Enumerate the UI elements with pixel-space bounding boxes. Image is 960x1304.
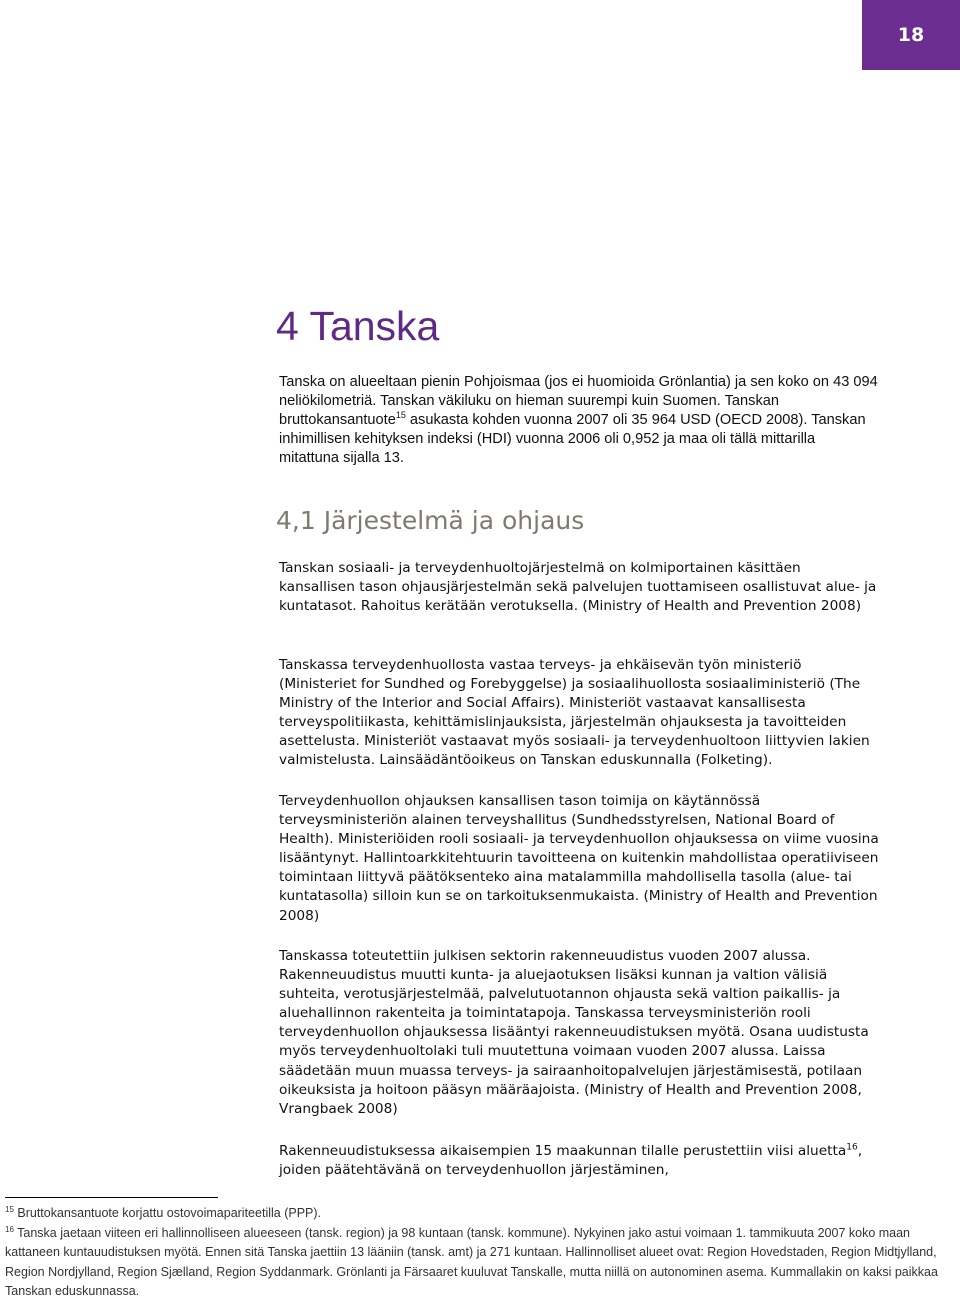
page-number: 18 <box>897 24 925 46</box>
footnote-15-number: 15 <box>5 1204 14 1214</box>
intro-paragraph <box>279 373 879 468</box>
paragraph-5-text-b: , joiden päätehtävänä on terveydenhuollon järjestäminen, <box>279 1143 863 1179</box>
body-paragraph-2: Tanskassa terveydenhuollosta vastaa terveys- ja ehkäisevän työn ministeriö (Ministeriet for Sundhed og Forebyggelse) ja sosiaalihuollosta sosiaaliministeriö (The Ministry of the Interior and Social Affairs). Ministeriöt vastaavat kansallisesta terveyspolitiikasta, kehittämislinjauksista, järjestelmän ohjauksesta ja tavoitteiden asettelusta. Ministeriöt vastaavat myös sosiaali- ja terveydenhuoltoon liittyvien lakien valmistelusta. Lainsäädäntöoikeus on Tanskan eduskunnalla (Folketing). <box>279 657 870 769</box>
footnote-16-text: Tanska jaetaan viiteen eri hallinnolliseen alueeseen (tansk. region) ja 98 kuntaan (tansk. kommune). Nykyinen jako astui voimaan 1. tammikuuta 2007 koko maan kattaneen kuntauudistuksen myötä. Ennen sitä Tanska jaettiin 13 lääniin (tansk. amt) ja 271 kuntaan. Hallinnolliset alueet ovat: Region Hovedstaden, Region Midtjylland, Region Nordjylland, Region Sjælland, Region Syddanmark. Grönlanti ja Färsaaret kuuluvat Tanskalle, mutta niillä on autonominen asema. Kummallakin on kaksi paikkaa Tanskan eduskunnassa. <box>5 1225 938 1298</box>
footnote-16 <box>5 1224 960 1302</box>
footnote-ref-15[interactable]: 15 <box>395 410 406 421</box>
footnote-ref-16[interactable]: 16 <box>846 1142 858 1153</box>
intro-text-b: asukasta kohden vuonna 2007 oli 35 964 USD (OECD 2008). Tanskan inhimillisen kehityksen indeksi (HDI) vuonna 2006 oli 0,952 ja maa oli tällä mittarilla mitattuna sijalla 13. <box>279 412 866 466</box>
footnote-15-text: Bruttokansantuote korjattu ostovoimapariteetilla (PPP). <box>13 1206 322 1220</box>
chapter-title: 4 Tanska <box>276 303 440 349</box>
body-paragraph-1: Tanskan sosiaali- ja terveydenhuoltojärjestelmä on kolmiportainen käsittäen kansallisen tason ohjausjärjestelmän sekä palvelujen tuottamiseen osallistuvat alue- ja kuntatasot. Rahoitus kerätään verotuksella. (Ministry of Health and Prevention 2008) <box>279 560 877 615</box>
intro-text-a: Tanska on alueeltaan pienin Pohjoismaa (jos ei huomioida Grönlantia) ja sen koko on 43 094 neliökilometriä. Tanskan väkiluku on hieman suurempi kuin Suomen. Tanskan bruttokansantuote <box>279 374 878 428</box>
body-paragraph-5 <box>279 1142 879 1180</box>
footnote-16-number: 16 <box>5 1224 14 1234</box>
body-paragraph-4: Tanskassa toteutettiin julkisen sektorin rakenneuudistus vuoden 2007 alussa. Rakenneuudistus muutti kunta- ja aluejaotuksen lisäksi kunnan ja valtion välisiä suhteita, verotusjärjestelmää, palvelutuotannon ohjausta sekä valtion paikallis- ja aluehallinnon rakenteita ja toimintatapoja. Tanskassa terveysministeriön rooli terveydenhuollon ohjauksessa lisääntyi rakenneuudistuksen myötä. Osana uudistusta myös terveydenhuoltolaki tuli muutettuna voimaan vuoden 2007 alussa. Laissa säädetään muun muassa terveys- ja sairaanhoitopalvelujen järjestämisestä, potilaan oikeuksista ja hoitoon pääsyn määräajoista. (Ministry of Health and Prevention 2008, Vrangbaek 2008) <box>279 948 869 1117</box>
section-title: 4,1 Järjestelmä ja ohjaus <box>276 506 585 535</box>
footnote-15 <box>5 1204 960 1224</box>
page-number-badge <box>862 0 960 70</box>
body-paragraph-3: Terveydenhuollon ohjauksen kansallisen tason toimija on käytännössä terveysministeriön alainen terveyshallitus (Sundhedsstyrelsen, National Board of Health). Ministeriöiden rooli sosiaali- ja terveydenhuollon ohjauksessa on viime vuosina lisääntynyt. Hallintoarkkitehtuurin tavoitteena on kuitenkin mahdollistaa operatiiviseen toimintaan liittyvä päätöksenteko aina matalammilla mahdollisella tasolla (alue- tai kuntatasolla) silloin kun se on tarkoituksenmukaista. (Ministry of Health and Prevention 2008) <box>279 793 879 924</box>
footnotes <box>5 1204 960 1302</box>
footnote-divider <box>5 1197 218 1198</box>
paragraph-5-text-a: Rakenneuudistuksessa aikaisempien 15 maakunnan tilalle perustettiin viisi aluetta <box>279 1143 847 1159</box>
